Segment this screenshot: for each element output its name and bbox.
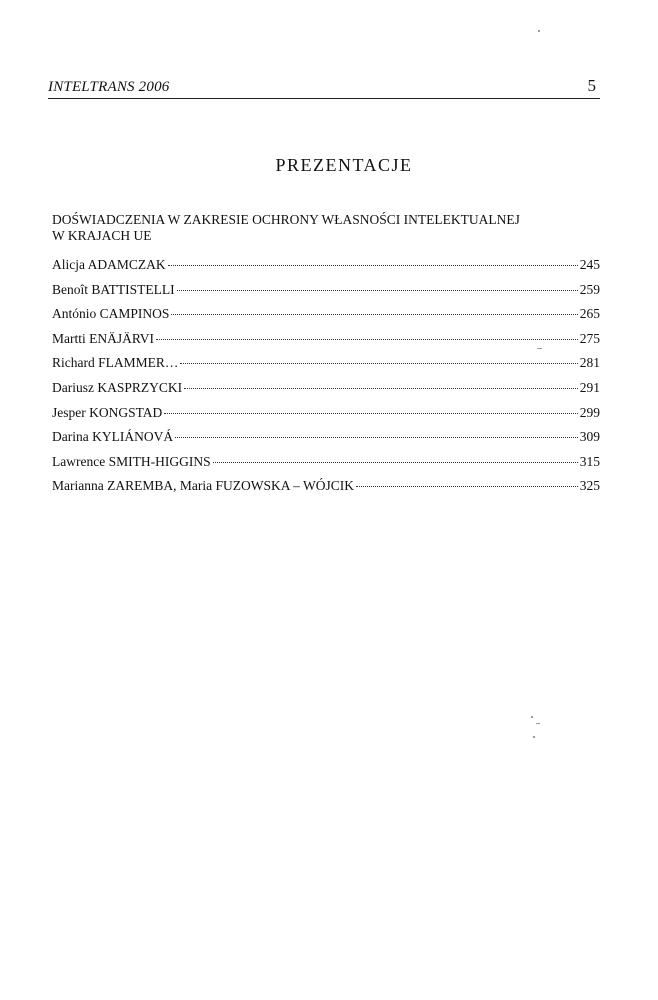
toc-author: Martti ENÄJÄRVI bbox=[52, 330, 155, 346]
section-subheading bbox=[52, 212, 572, 244]
dot-leader bbox=[184, 388, 578, 389]
toc-entry bbox=[52, 306, 600, 331]
toc-page-number: 309 bbox=[579, 429, 600, 445]
toc-page-number: 259 bbox=[579, 281, 600, 297]
toc-page-number: 299 bbox=[579, 404, 600, 420]
table-of-contents bbox=[52, 257, 600, 503]
toc-author: Lawrence SMITH-HIGGINS bbox=[52, 453, 211, 469]
dot-leader bbox=[213, 462, 578, 463]
toc-entry bbox=[52, 380, 600, 405]
subheading-line-2: W KRAJACH UE bbox=[52, 228, 152, 243]
toc-page-number: 315 bbox=[579, 453, 600, 469]
journal-title: INTELTRANS 2006 bbox=[48, 79, 170, 95]
scan-speck bbox=[536, 723, 540, 724]
section-title: PREZENTACJE bbox=[275, 155, 413, 175]
dot-leader bbox=[356, 486, 578, 487]
scan-speck bbox=[533, 736, 535, 738]
toc-page-number: 281 bbox=[579, 355, 600, 371]
toc-entry bbox=[52, 405, 600, 430]
toc-page-number: 275 bbox=[579, 330, 600, 346]
page-number: 5 bbox=[587, 76, 596, 95]
dot-leader bbox=[164, 413, 577, 414]
toc-author: Richard FLAMMER… bbox=[52, 355, 179, 371]
toc-page-number: 291 bbox=[579, 379, 600, 395]
toc-author: António CAMPINOS bbox=[52, 306, 170, 322]
dot-leader bbox=[180, 363, 577, 364]
toc-page-number: 325 bbox=[579, 478, 600, 494]
dot-leader bbox=[156, 339, 578, 340]
dot-leader bbox=[175, 437, 578, 438]
toc-entry bbox=[52, 478, 600, 503]
toc-author: Benoît BATTISTELLI bbox=[52, 281, 175, 297]
toc-page-number: 245 bbox=[579, 257, 600, 272]
toc-page-number: 265 bbox=[579, 306, 600, 322]
toc-entry bbox=[52, 282, 600, 307]
toc-author: Jesper KONGSTAD bbox=[52, 404, 163, 420]
toc-author: Marianna ZAREMBA, Maria FUZOWSKA – WÓJCIK bbox=[52, 478, 354, 494]
toc-entry bbox=[52, 257, 600, 282]
toc-author: Dariusz KASPRZYCKI bbox=[52, 379, 183, 395]
toc-entry bbox=[52, 331, 600, 356]
running-header bbox=[48, 76, 600, 99]
scan-speck bbox=[531, 716, 533, 718]
toc-entry bbox=[52, 454, 600, 479]
dot-leader bbox=[171, 314, 577, 315]
dot-leader bbox=[168, 265, 578, 266]
scan-speck bbox=[537, 348, 542, 349]
toc-entry bbox=[52, 355, 600, 380]
toc-entry bbox=[52, 429, 600, 454]
dot-leader bbox=[177, 290, 578, 291]
toc-author: Darina KYLIÁNOVÁ bbox=[52, 429, 174, 445]
scan-speck bbox=[538, 30, 540, 32]
toc-author: Alicja ADAMCZAK bbox=[52, 257, 166, 272]
subheading-line-1: DOŚWIADCZENIA W ZAKRESIE OCHRONY WŁASNOŚCI INTELEKTUALNEJ bbox=[52, 212, 520, 227]
